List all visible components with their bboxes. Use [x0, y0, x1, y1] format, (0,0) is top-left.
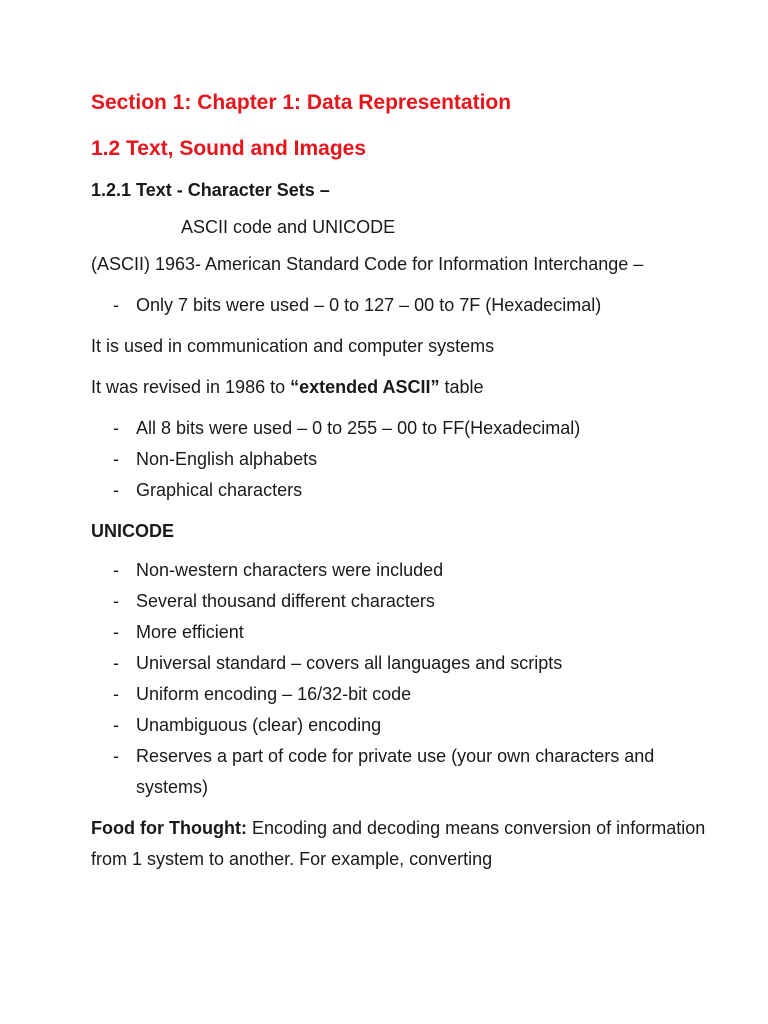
dash-bullet: - [113, 653, 119, 673]
list-item [91, 413, 731, 444]
topic-title: 1.2.1 Text - Character Sets – [91, 180, 330, 200]
dash-bullet: - [113, 449, 119, 469]
list-item-text: Reserves a part of code for private use (your own characters and systems) [136, 746, 655, 797]
revised-suffix: table [439, 377, 484, 397]
food-label: Food for Thought: [91, 818, 247, 838]
dash-bullet: - [113, 746, 119, 766]
food-text: Encoding and decoding means conversion of information from 1 system to another. For example, converting [91, 818, 706, 869]
list-item [91, 444, 731, 475]
list-item [91, 741, 731, 803]
list-item-text: Only 7 bits were used – 0 to 127 – 00 to 7F (Hexadecimal) [136, 295, 602, 315]
dash-bullet: - [113, 684, 119, 704]
list-item-text: Unambiguous (clear) encoding [136, 715, 382, 735]
dash-bullet: - [113, 418, 119, 438]
food-for-thought [91, 813, 731, 875]
document-page [91, 90, 731, 885]
extended-ascii-term: “extended ASCII” [290, 377, 440, 397]
list-item-text: Graphical characters [136, 480, 303, 500]
unicode-points-list [91, 555, 731, 803]
list-item-text: Non-western characters were included [136, 560, 444, 580]
list-item [91, 290, 731, 321]
list-item-text: Several thousand different characters [136, 591, 435, 611]
list-item [91, 679, 731, 710]
ascii-points-list [91, 290, 731, 321]
extended-points-list [91, 413, 731, 506]
unicode-heading: UNICODE [91, 521, 175, 541]
list-item [91, 710, 731, 741]
list-item-text: Universal standard – covers all languages and scripts [136, 653, 563, 673]
dash-bullet: - [113, 715, 119, 735]
dash-bullet: - [113, 622, 119, 642]
dash-bullet: - [113, 560, 119, 580]
dash-bullet: - [113, 591, 119, 611]
dash-bullet: - [113, 480, 119, 500]
revised-line [91, 372, 731, 403]
section-title: Section 1: Chapter 1: Data Representation [91, 91, 512, 114]
dash-bullet: - [113, 295, 119, 315]
list-item [91, 586, 731, 617]
subsection-title: 1.2 Text, Sound and Images [91, 137, 367, 160]
revised-prefix: It was revised in 1986 to [91, 377, 291, 397]
codes-line: ASCII code and UNICODE [181, 217, 396, 237]
list-item [91, 475, 731, 506]
list-item-text: All 8 bits were used – 0 to 255 – 00 to FF(Hexadecimal) [136, 418, 581, 438]
ascii-intro: (ASCII) 1963- American Standard Code for Information Interchange – [91, 254, 644, 274]
list-item [91, 617, 731, 648]
list-item [91, 555, 731, 586]
list-item-text: More efficient [136, 622, 244, 642]
ascii-usage: It is used in communication and computer systems [91, 336, 495, 356]
list-item-text: Non-English alphabets [136, 449, 318, 469]
list-item [91, 648, 731, 679]
list-item-text: Uniform encoding – 16/32-bit code [136, 684, 412, 704]
